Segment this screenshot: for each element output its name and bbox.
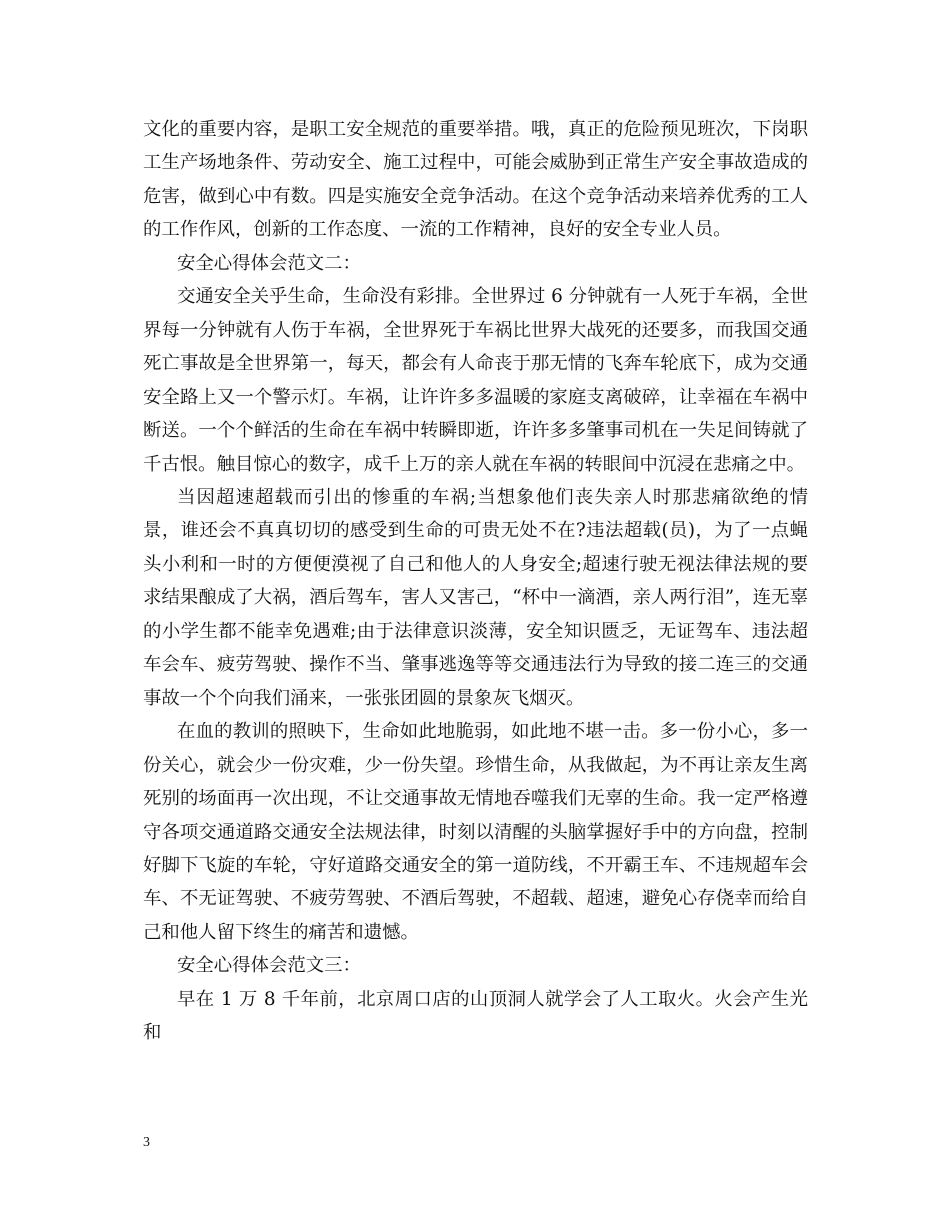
paragraph-fire-history: 早在 1 万 8 千年前，北京周口店的山顶洞人就学会了人工取火。火会产生光和: [143, 988, 808, 1044]
page-number: 3: [143, 1135, 150, 1150]
paragraph-continuation: 文化的重要内容，是职工安全规范的重要举措。哦，真正的危险预见班次，下岗职工生产场地条件、劳动安全、施工过程中，可能会威胁到正常生产安全事故造成的危害，做到心中有数。四是实施安全竞争活动。在这个竞争活动来培养优秀的工人的工作作风，创新的工作态度、一流的工作精神，良好的安全专业人员。: [143, 119, 808, 241]
document-body: [143, 113, 808, 1050]
section-heading-sample-two: 安全心得体会范文二：: [177, 252, 361, 274]
paragraph-speeding-overloading: 当因超速超载而引出的惨重的车祸;当想象他们丧失亲人时那悲痛欲绝的情景，谁还会不真真切切的感受到生命的可贵无处不在?违法超载(员)，为了一点蝇头小利和一时的方便便漠视了自己和他人的人身安全;超速行驶无视法律法规的要求结果酿成了大祸，酒后驾车，害人又害己，“杯中一滴酒，亲人两行泪”，连无辜的小学生都不能幸免遇难;由于法律意识淡薄，安全知识匮乏，无证驾车、违法超车会车、疲劳驾驶、操作不当、肇事逃逸等等交通违法行为导致的接二连三的交通事故一个个向我们涌来，一张张团圆的景象灰飞烟灭。: [143, 486, 808, 709]
paragraph-cherish-life: 在血的教训的照映下，生命如此地脆弱，如此地不堪一击。多一份小心，多一份关心，就会少一份灾难，少一份失望。珍惜生命，从我做起，为不再让亲友生离死别的场面再一次出现，不让交通事故无情地吞噬我们无辜的生命。我一定严格遵守各项交通道路交通安全法规法律，时刻以清醒的头脑掌握好手中的方向盘，控制好脚下飞旋的车轮，守好道路交通安全的第一道防线，不开霸王车、不违规超车会车、不无证驾驶、不疲劳驾驶、不酒后驾驶，不超载、超速，避免心存侥幸而给自己和他人留下终生的痛苦和遗憾。: [143, 721, 808, 943]
paragraph-traffic-safety: 交通安全关乎生命，生命没有彩排。全世界过 6 分钟就有一人死于车祸，全世界每一分钟就有人伤于车祸，全世界死于车祸比世界大战死的还要多，而我国交通死亡事故是全世界第一，每天，都会有人命丧于那无情的飞奔车轮底下，成为交通安全路上又一个警示灯。车祸，让许许多多温暖的家庭支离破碎，让幸福在车祸中断送。一个个鲜活的生命在车祸中转瞬即逝，许许多多肇事司机在一失足间铸就了千古恨。触目惊心的数字，成千上万的亲人就在车祸的转眼间中沉浸在悲痛之中。: [143, 286, 808, 475]
section-heading-sample-three: 安全心得体会范文三：: [177, 955, 361, 977]
